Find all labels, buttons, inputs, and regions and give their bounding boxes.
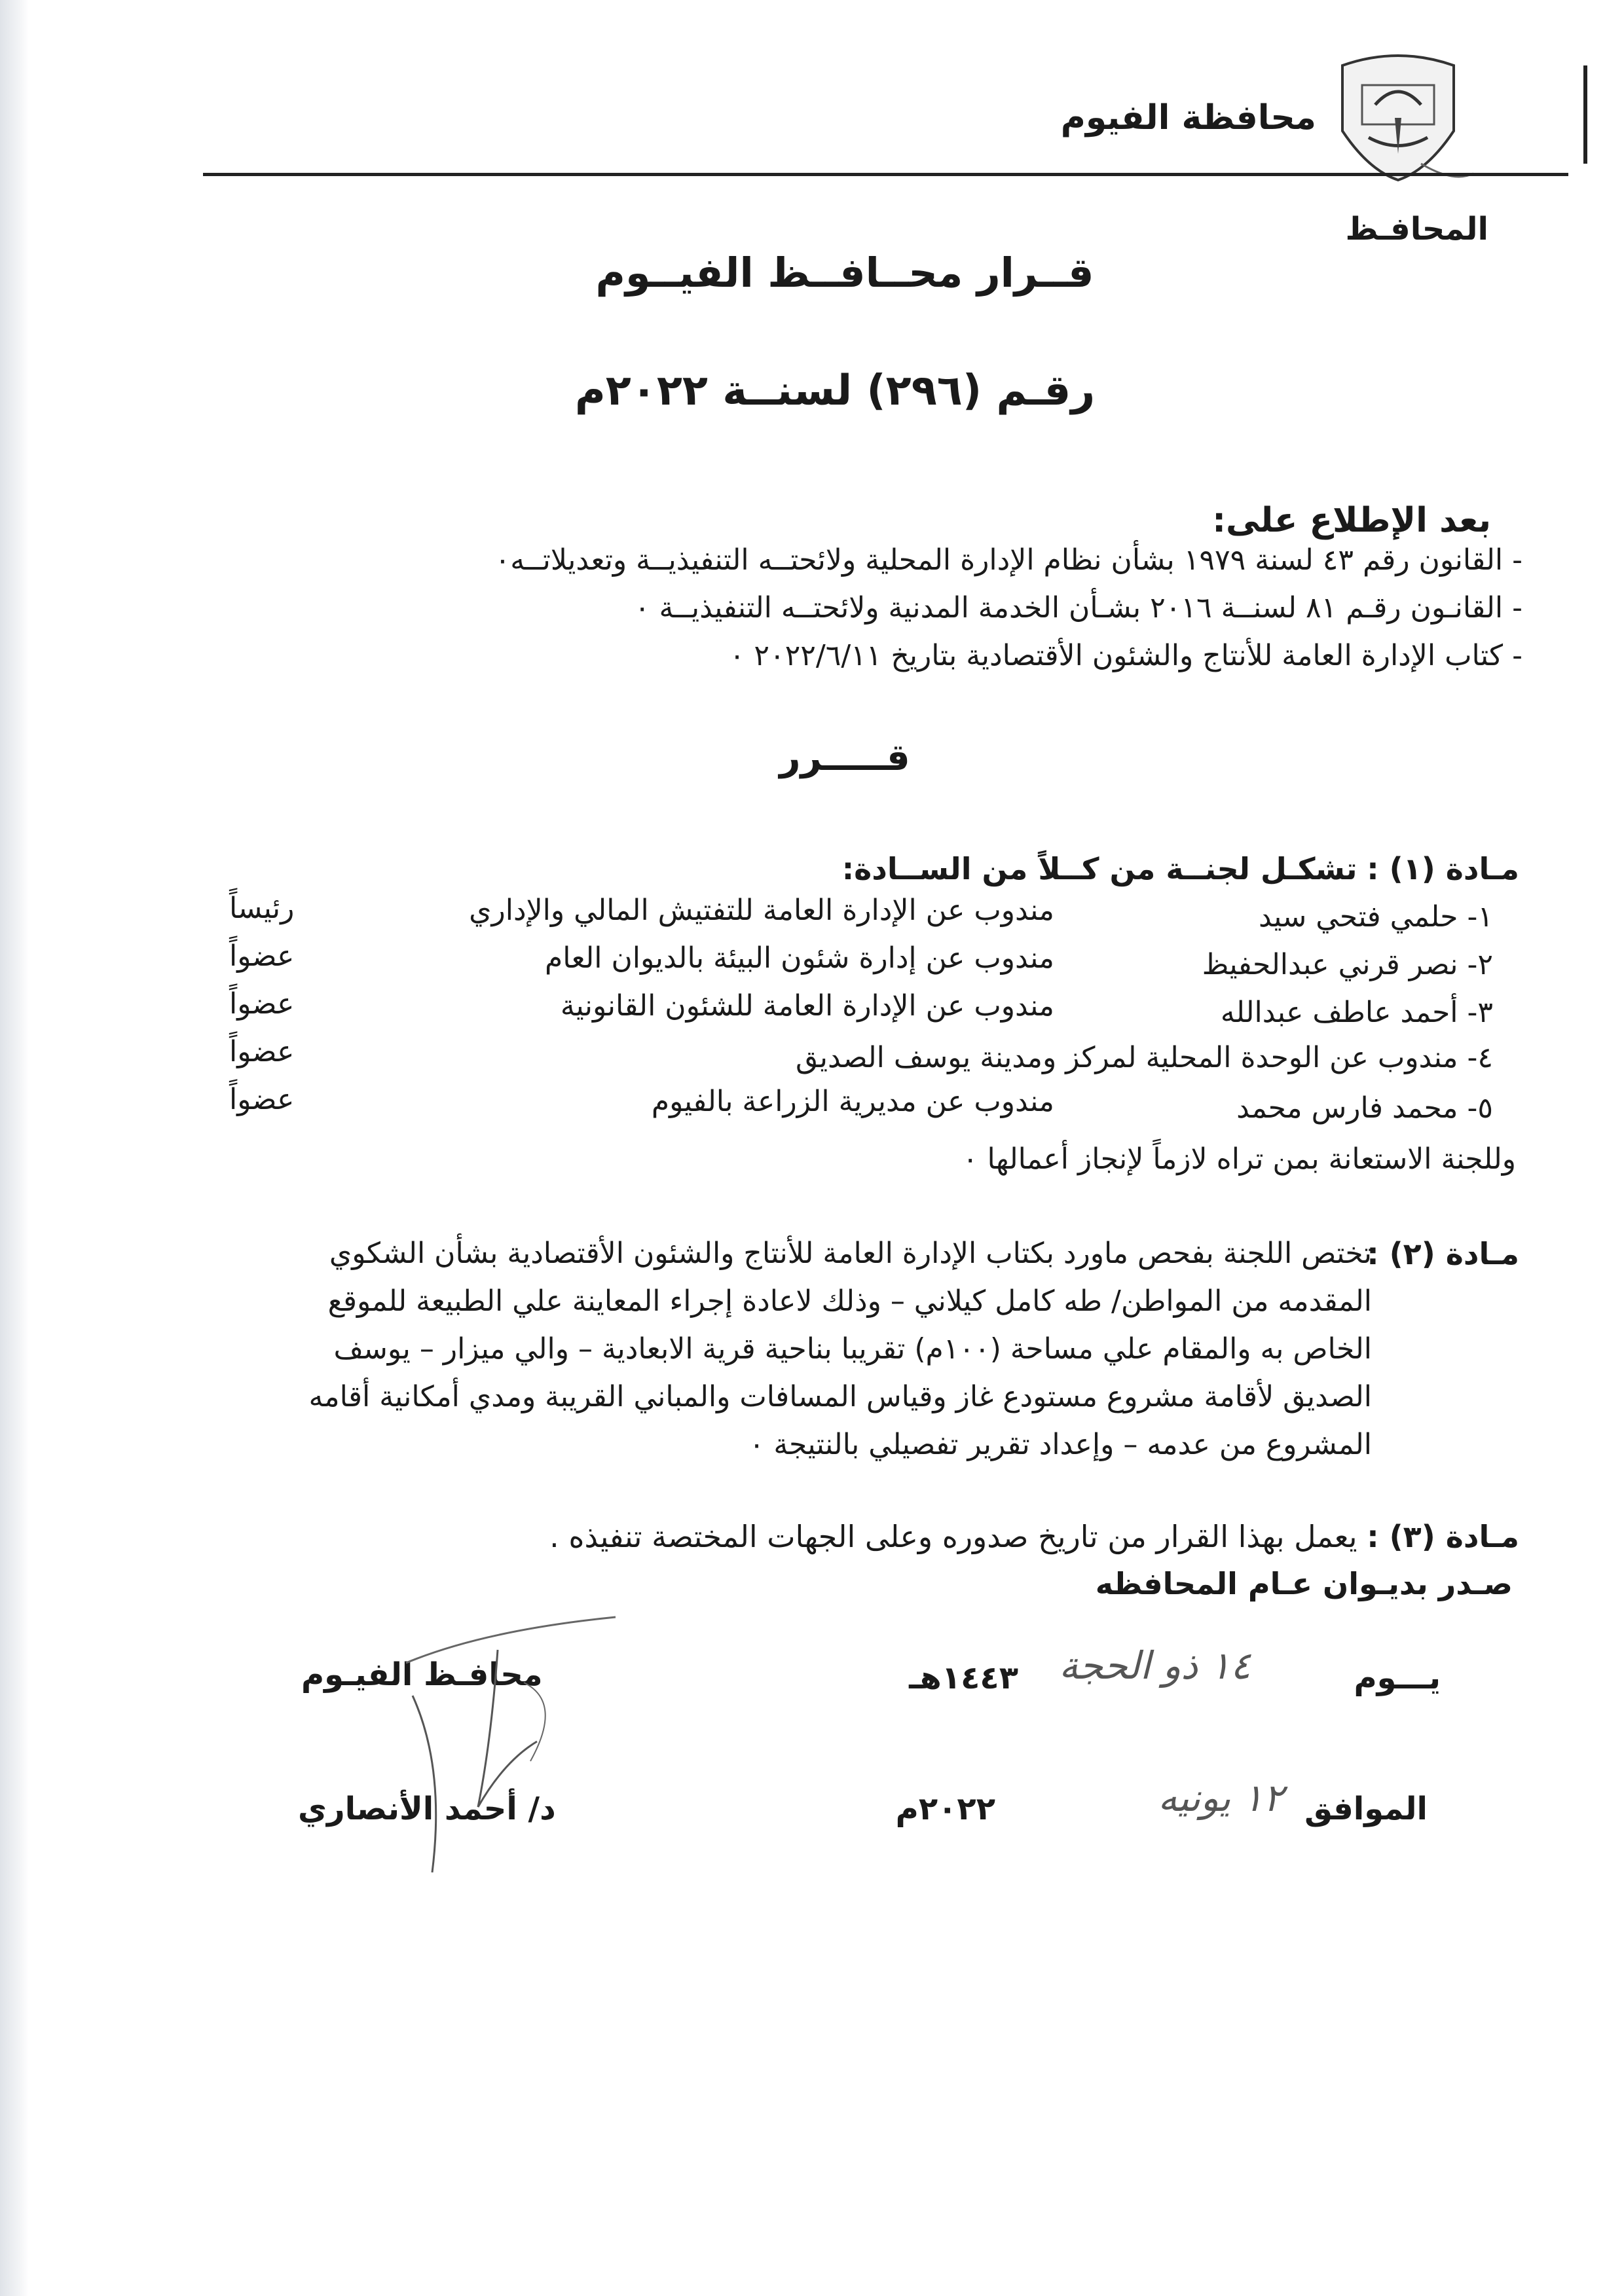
member-name: ٥- محمد فارس محمد [1236,1091,1493,1125]
member-position: عضواً [229,1035,295,1068]
qarar-heading: قـــــرر [779,737,910,779]
issued-at: صـدر بديـوان عـام المحافظه [1095,1566,1513,1601]
article-1-footer: وللجنة الاستعانة بمن تراه لازماً لإنجاز أعمالها ٠ [962,1142,1516,1176]
member-name: ٣- أحمد عاطف عبدالله [1220,996,1493,1029]
member-position: عضواً [229,987,295,1021]
article-1-heading [842,851,1519,886]
decision-number: رقـم (٢٩٦) لسنــة ٢٠٢٢م [574,367,1096,415]
article-3 [549,1519,1519,1554]
member-position: رئيساً [229,892,295,925]
member-name: ١- حلمي فتحي سيد [1259,900,1493,934]
governorate-seal-icon [1323,39,1473,190]
hijri-year: ١٤٤٣هـ [909,1660,1018,1696]
article-2-line: المشروع من عدمه – وإعداد تقرير تفصيلي بالنتيجة ٠ [748,1428,1372,1461]
reference-item: - كتاب الإدارة العامة للأنتاج والشئون الأقتصادية بتاريخ ٢٠٢٢/٦/١١ ٠ [729,639,1522,672]
article-2-line: تختص اللجنة بفحص ماورد بكتاب الإدارة العامة للأنتاج والشئون الأقتصادية بشأن الشكوي [329,1237,1372,1270]
header-margin-bar [1583,65,1587,164]
hijri-date-handwritten: ١٤ ذو الحجة [1059,1643,1251,1688]
gregorian-year: ٢٠٢٢م [895,1791,995,1827]
member-name: ٤- مندوب عن الوحدة المحلية لمركز ومدينة يوسف الصديق [796,1041,1493,1074]
member-position: عضواً [229,1083,295,1116]
article-3-text: يعمل بهذا القرار من تاريخ صدوره وعلى الجهات المختصة تنفيذه . [549,1519,1357,1554]
member-name: ٢- نصر قرني عبدالحفيظ [1202,948,1493,981]
governor-signature [367,1611,642,1886]
office-label: المحافـظ [1345,211,1488,247]
gregorian-date-handwritten: ١٢ يونيه [1158,1776,1283,1820]
reference-item: - القانـون رقـم ٨١ لسنــة ٢٠١٦ بشـأن الخدمة المدنية ولائحتــه التنفيذيــة ٠ [634,591,1522,625]
article-2-line: المقدمه من المواطن/ طه كامل كيلاني – وذلك لاعادة إجراء المعاينة علي الطبيعة للموقع [327,1285,1372,1318]
member-role: مندوب عن الإدارة العامة للشئون القانونية [560,989,1054,1023]
governor-title: محافـظ الفيـوم [301,1656,543,1693]
day-label: يـــوم [1354,1660,1441,1696]
article-2-line: الخاص به والمقام علي مساحة (١٠٠م) تقريبا بناحية قرية الابعادية – والي ميزار – يوسف [333,1332,1372,1366]
article-1-title: تشكـل لجنــة من كــلاً من الســادة: [841,851,1357,886]
decision-title: قــرار محــافــظ الفيــوم [595,249,1094,297]
header-divider [203,173,1568,176]
reference-item: - القانون رقم ٤٣ لسنة ١٩٧٩ بشأن نظام الإدارة المحلية ولائحتــه التنفيذيــة وتعديلاتــه٠ [494,543,1522,577]
corresponding-label: الموافق [1304,1791,1428,1827]
article-2-line: الصديق لأقامة مشروع مستودع غاز وقياس المسافات والمباني القريبة ومدي أمكانية أقامه [308,1380,1372,1413]
article-2-body [0,1230,1372,1468]
member-role: مندوب عن مديرية الزراعة بالفيوم [651,1085,1054,1118]
governor-name: د/ أحمد الأنصاري [298,1791,556,1827]
governorate-name: محافظة الفيوم [1060,98,1316,137]
member-role: مندوب عن إدارة شئون البيئة بالديوان العام [544,941,1054,975]
article-2-label: مـادة (٢) : [1367,1236,1519,1271]
member-role: مندوب عن الإدارة العامة للتفتيش المالي والإداري [469,894,1054,927]
preamble-heading: بعد الإطلاع على: [1212,501,1491,540]
member-position: عضواً [229,939,295,973]
scan-edge-shadow [0,0,29,2296]
article-1-label: مـادة (١) : [1367,851,1519,886]
article-3-label: مـادة (٣) : [1367,1519,1519,1554]
